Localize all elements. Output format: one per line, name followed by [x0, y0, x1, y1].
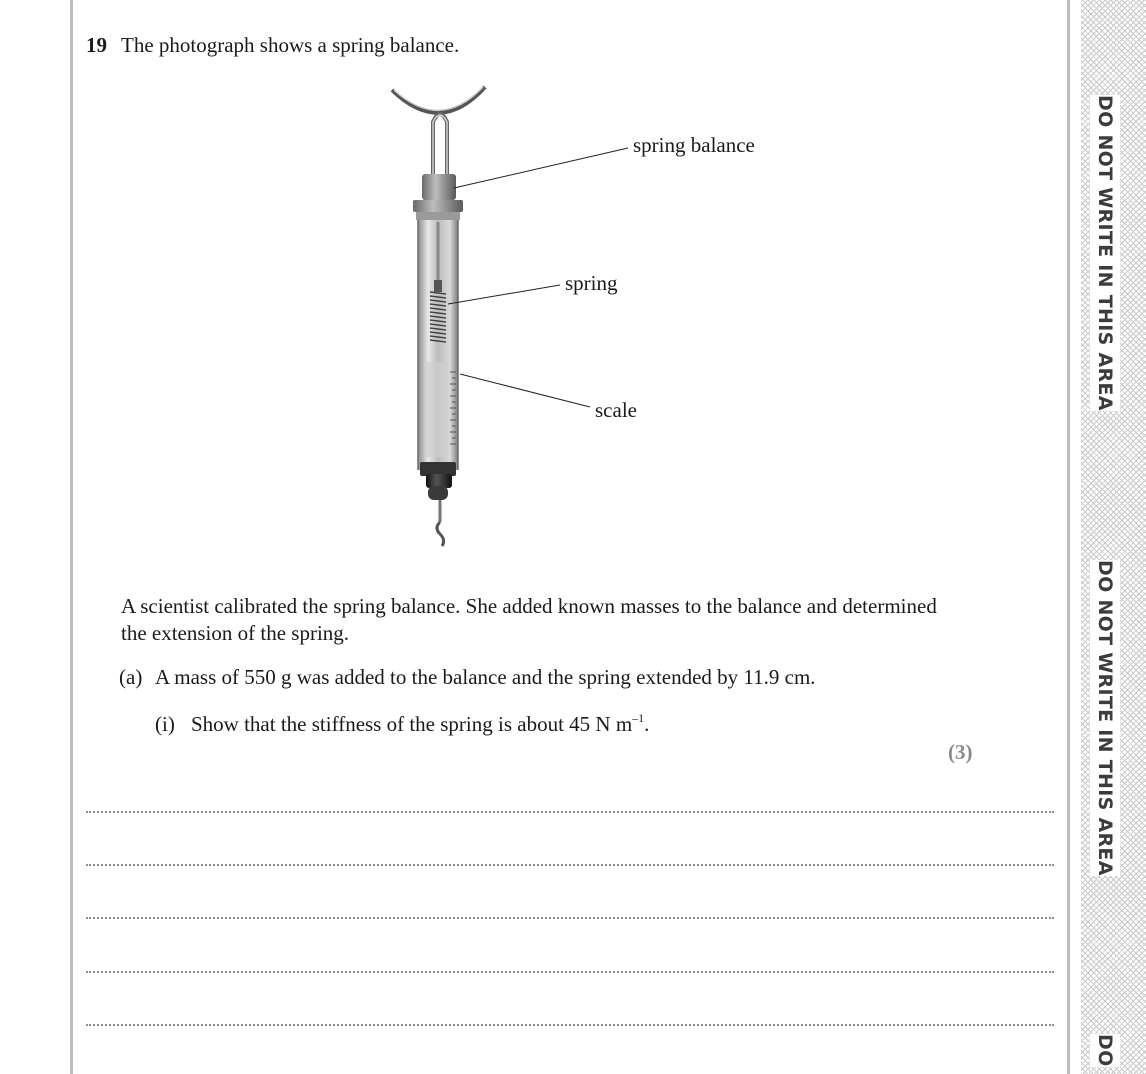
answer-line[interactable] [86, 811, 1054, 813]
margin-warning-text-cut: DO [1090, 1034, 1120, 1067]
part-a-i-tag: (i) [155, 712, 175, 736]
answer-line[interactable] [86, 971, 1054, 973]
margin-warning-text: DO NOT WRITE IN THIS AREA [1090, 95, 1120, 411]
label-spring-balance: spring balance [633, 133, 755, 157]
part-a-i-exponent: –1 [632, 711, 645, 725]
part-a-text: A mass of 550 g was added to the balance and the spring extended by 11.9 cm. [155, 665, 816, 689]
question-part-a [119, 665, 816, 690]
question-part-a-i [155, 711, 649, 737]
spring-balance-photograph [380, 82, 800, 552]
label-scale: scale [595, 398, 637, 422]
part-a-i-text: Show that the stiffness of the spring is about 45 N m [191, 712, 633, 736]
part-a-tag: (a) [119, 665, 143, 689]
answer-line[interactable] [86, 1024, 1054, 1026]
answer-line[interactable] [86, 917, 1054, 919]
question-paragraph: A scientist calibrated the spring balance. She added known masses to the balance and determined the extension of the spring. [121, 594, 937, 645]
question-number: 19 [86, 33, 107, 57]
marks-indicator: (3) [948, 740, 973, 764]
part-a-i-text-end: . [644, 712, 650, 736]
margin-warning-text: DO NOT WRITE IN THIS AREA [1090, 560, 1120, 876]
question-intro: The photograph shows a spring balance. [121, 33, 460, 57]
answer-line[interactable] [86, 864, 1054, 866]
label-spring: spring [565, 271, 618, 295]
